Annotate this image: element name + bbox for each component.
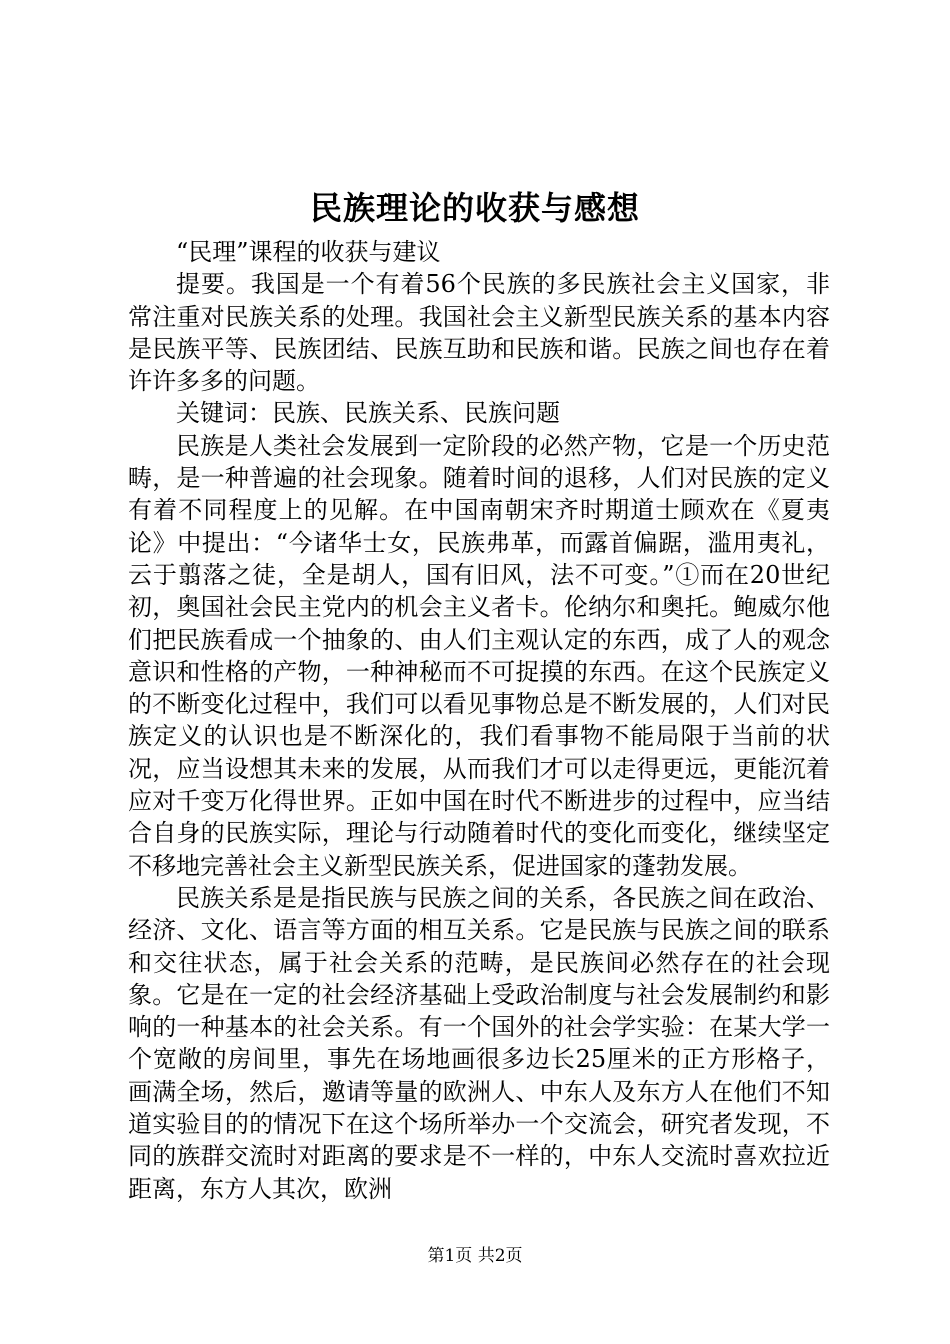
body-paragraph: 民族关系是是指民族与民族之间的关系，各民族之间在政治、经济、文化、语言等方面的相互关系。它是民族与民族之间的联系和交往状态，属于社会关系的范畴，是民族间必然存在的社会现象。它是在一定的社会经济基础上受政治制度与社会发展制约和影响的一种基本的社会关系。有一个国外的社会学实验：在某大学一个宽敞的房间里，事先在场地画很多边长25厘米的正方形格子，画满全场，然后，邀请等量的欧洲人、中东人及东方人在他们不知道实验目的的情况下在这个场所举办一个交流会，研究者发现，不同的族群交流时对距离的要求是不一样的，中东人交流时喜欢拉近距离，东方人其次，欧洲 [128,883,830,1203]
keywords-paragraph: 关键词：民族、民族关系、民族问题 [176,399,560,428]
document-body [128,236,830,1205]
abstract-paragraph: 提要。我国是一个有着56个民族的多民族社会主义国家，非常注重对民族关系的处理。我国社会主义新型民族关系的基本内容是民族平等、民族团结、民族互助和民族和谐。民族之间也存在着许许多多的问题。 [128,270,830,396]
page-number: 第1页 共2页 [427,1246,523,1266]
subtitle-paragraph: “民理”课程的收获与建议 [176,238,441,266]
document-title: 民族理论的收获与感想 [309,189,640,227]
body-paragraph: 民族是人类社会发展到一定阶段的必然产物，它是一个历史范畴，是一种普遍的社会现象。随着时间的退移，人们对民族的定义有着不同程度上的见解。在中国南朝宋齐时期道士顾欢在《夏夷论》中提出：“今诸华士女，民族弗革，而露首偏踞，滥用夷礼，云于翦落之徒，全是胡人，国有旧风，法不可变。”①而在20世纪初，奥国社会民主党内的机会主义者卡。伦纳尔和奥托。鲍威尔他们把民族看成一个抽象的、由人们主观认定的东西，成了人的观念意识和性格的产物，一种神秘而不可捉摸的东西。在这个民族定义的不断变化过程中，我们可以看见事物总是不断发展的，人们对民族定义的认识也是不断深化的，我们看事物不能局限于当前的状况，应当设想其未来的发展，从而我们才可以走得更远，更能沉着应对千变万化得世界。正如中国在时代不断进步的过程中，应当结合自身的民族实际，理论与行动随着时代的变化而变化，继续坚定不移地完善社会主义新型民族关系，促进国家的蓬勃发展。 [128,431,830,880]
